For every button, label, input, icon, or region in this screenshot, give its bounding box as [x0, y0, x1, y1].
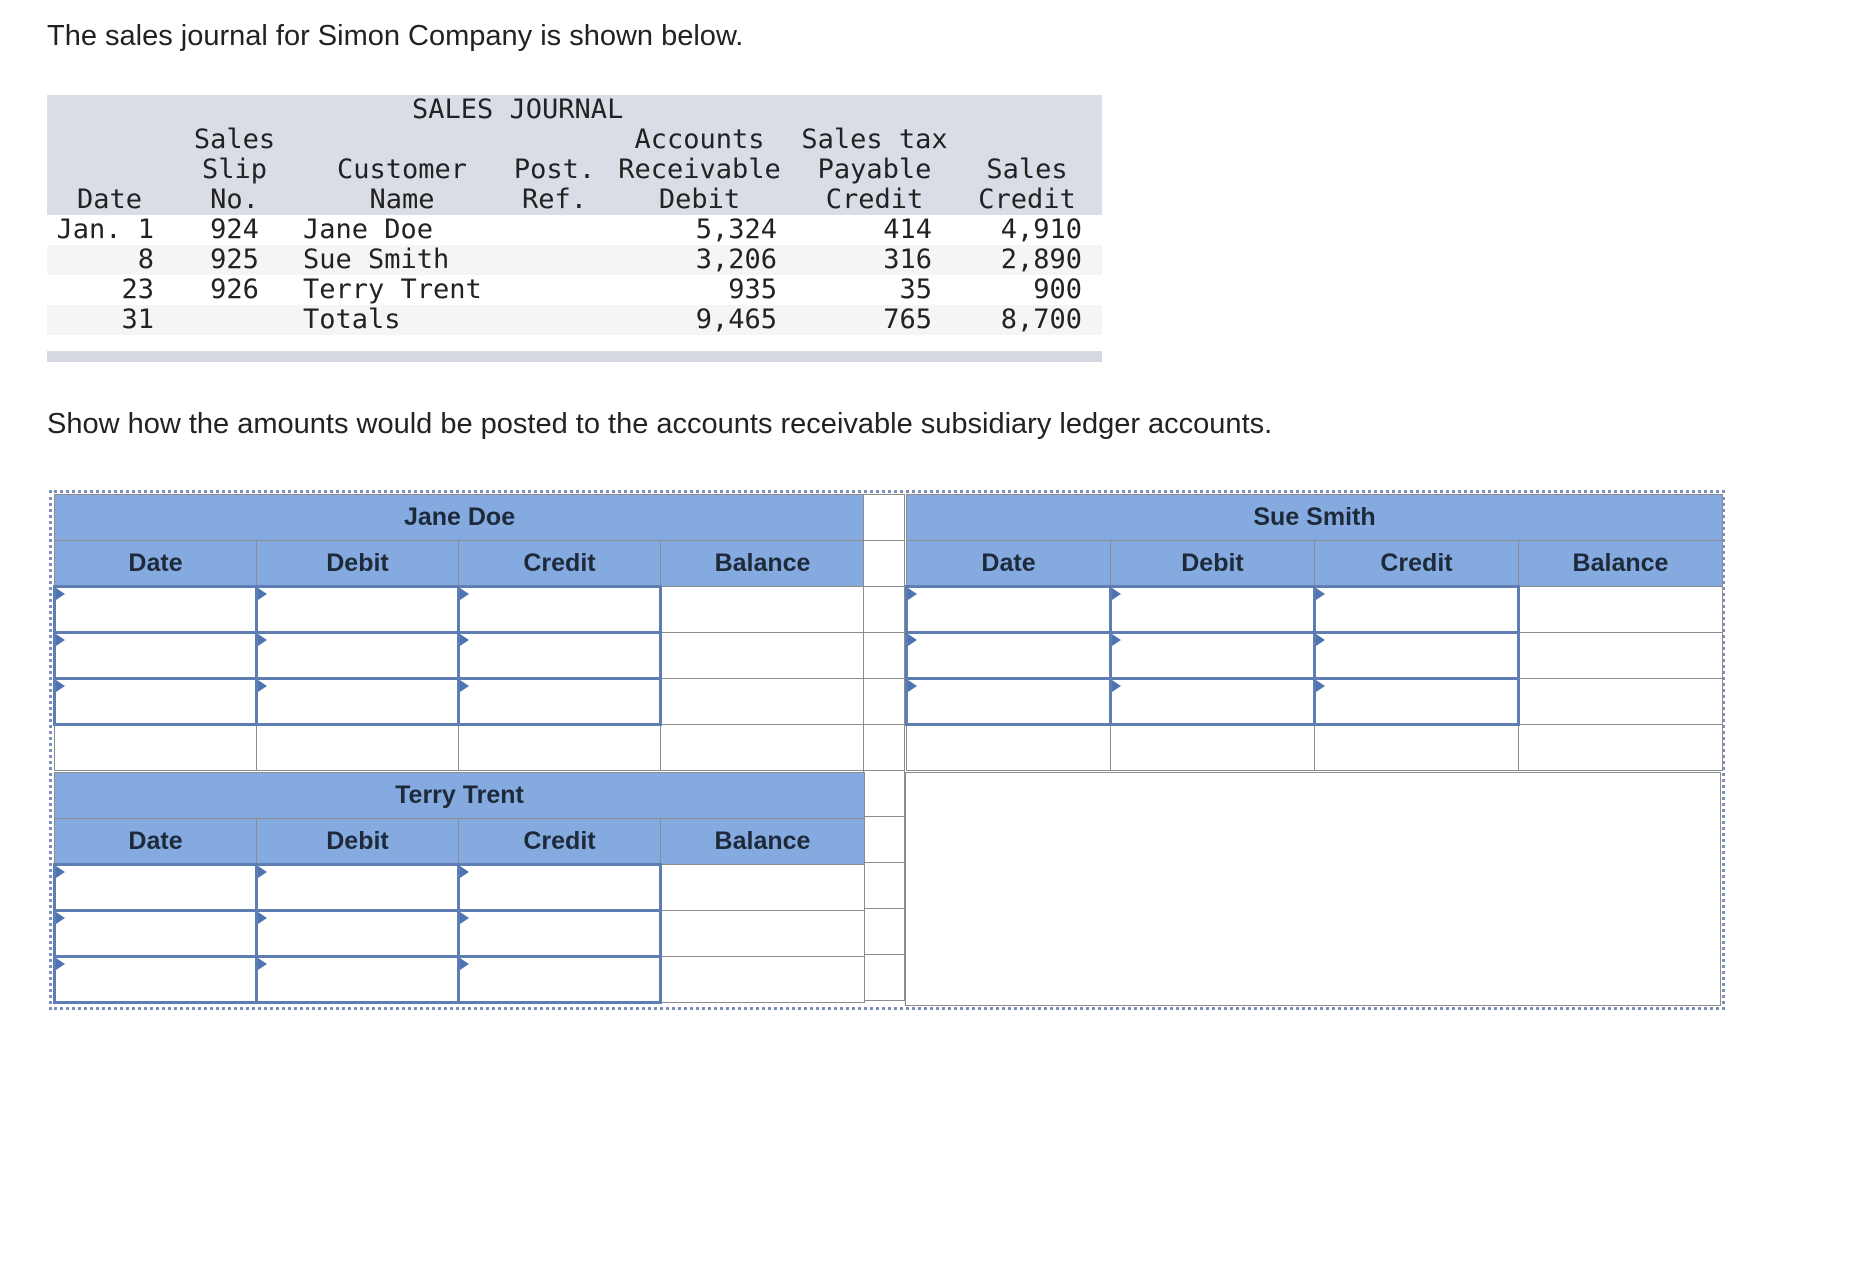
table-row	[47, 275, 1102, 305]
date-input[interactable]	[908, 588, 1109, 631]
credit-input[interactable]	[460, 680, 659, 723]
date-input[interactable]	[908, 680, 1109, 723]
credit-cell	[1315, 587, 1519, 633]
journal-cell-sales: 2,890	[952, 245, 1102, 275]
date-cell	[55, 679, 257, 725]
gap-cell	[864, 495, 905, 541]
gap-cell	[864, 863, 905, 909]
journal-cell-ar: 9,465	[602, 305, 797, 335]
journal-cell-ar: 3,206	[602, 245, 797, 275]
ledger-gap-column	[863, 494, 905, 1001]
credit-input[interactable]	[460, 634, 659, 677]
column-header-balance: Balance	[661, 819, 865, 865]
column-header-debit: Debit	[257, 541, 459, 587]
credit-cell	[459, 865, 661, 911]
date-cell	[55, 911, 257, 957]
date-cell	[907, 679, 1111, 725]
credit-cell	[459, 587, 661, 633]
table-row	[47, 245, 1102, 275]
journal-cell-sales: 8,700	[952, 305, 1102, 335]
journal-header-tax: Sales tax Payable Credit	[797, 125, 952, 215]
debit-cell	[257, 679, 459, 725]
debit-cell	[257, 865, 459, 911]
credit-cell	[459, 957, 661, 1003]
journal-cell-ref	[507, 305, 602, 335]
journal-header-ar: Accounts Receivable Debit	[602, 125, 797, 215]
journal-cell-customer: Sue Smith	[297, 245, 507, 275]
debit-input[interactable]	[1112, 680, 1313, 723]
column-header-balance: Balance	[1519, 541, 1723, 587]
debit-cell	[1111, 725, 1315, 771]
date-input[interactable]	[56, 912, 255, 955]
ledger-title: Sue Smith	[907, 495, 1723, 541]
debit-cell	[257, 633, 459, 679]
debit-cell	[1111, 587, 1315, 633]
date-cell	[55, 587, 257, 633]
journal-bottom-divider	[47, 351, 1102, 362]
journal-cell-date: 23	[47, 275, 172, 305]
balance-cell	[661, 911, 865, 957]
date-input[interactable]	[56, 958, 255, 1001]
credit-cell	[1315, 679, 1519, 725]
journal-cell-customer: Jane Doe	[297, 215, 507, 245]
table-row	[55, 587, 865, 633]
debit-cell	[257, 911, 459, 957]
journal-title: SALES JOURNAL	[47, 95, 1102, 125]
column-header-credit: Credit	[459, 541, 661, 587]
empty-ledger-space	[905, 772, 1721, 1006]
balance-cell	[1519, 633, 1723, 679]
column-header-date: Date	[55, 541, 257, 587]
date-input[interactable]	[56, 680, 255, 723]
balance-cell	[661, 633, 865, 679]
table-row	[55, 865, 865, 911]
journal-cell-slip: 926	[172, 275, 297, 305]
gap-cell	[864, 679, 905, 725]
ledger-jane-doe	[53, 494, 865, 771]
journal-cell-ar: 935	[602, 275, 797, 305]
gap-cell	[864, 541, 905, 587]
column-header-date: Date	[55, 819, 257, 865]
balance-cell	[661, 865, 865, 911]
debit-input[interactable]	[1112, 588, 1313, 631]
table-row	[55, 679, 865, 725]
journal-cell-slip	[172, 305, 297, 335]
balance-cell	[1519, 587, 1723, 633]
table-row	[907, 633, 1723, 679]
date-cell	[55, 865, 257, 911]
journal-cell-date: 31	[47, 305, 172, 335]
balance-cell	[661, 587, 865, 633]
debit-input[interactable]	[258, 588, 457, 631]
debit-cell	[257, 587, 459, 633]
journal-cell-slip: 925	[172, 245, 297, 275]
gap-cell	[864, 587, 905, 633]
journal-cell-date: Jan. 1	[47, 215, 172, 245]
journal-header-ref: Post. Ref.	[507, 125, 602, 215]
journal-cell-slip: 924	[172, 215, 297, 245]
balance-cell	[1519, 679, 1723, 725]
debit-input[interactable]	[258, 866, 457, 909]
table-row	[47, 305, 1102, 335]
balance-cell	[661, 725, 865, 771]
date-input[interactable]	[56, 866, 255, 909]
ledger-title: Jane Doe	[55, 495, 865, 541]
table-row	[55, 725, 865, 771]
debit-cell	[257, 957, 459, 1003]
date-cell	[55, 725, 257, 771]
column-header-credit: Credit	[1315, 541, 1519, 587]
debit-input[interactable]	[1112, 634, 1313, 677]
debit-input[interactable]	[258, 634, 457, 677]
journal-cell-tax: 316	[797, 245, 952, 275]
journal-cell-ar: 5,324	[602, 215, 797, 245]
balance-cell	[661, 957, 865, 1003]
debit-cell	[1111, 679, 1315, 725]
credit-cell	[459, 633, 661, 679]
intro-text: The sales journal for Simon Company is shown below.	[47, 20, 744, 52]
date-input[interactable]	[908, 634, 1109, 677]
gap-cell	[864, 725, 905, 771]
debit-cell	[257, 725, 459, 771]
debit-input[interactable]	[258, 912, 457, 955]
credit-input[interactable]	[460, 958, 659, 1001]
date-cell	[907, 587, 1111, 633]
journal-cell-tax: 765	[797, 305, 952, 335]
date-input[interactable]	[56, 634, 255, 677]
table-row	[907, 725, 1723, 771]
date-cell	[55, 633, 257, 679]
balance-cell	[1519, 725, 1723, 771]
journal-cell-ref	[507, 275, 602, 305]
ledger-title: Terry Trent	[55, 773, 865, 819]
column-header-credit: Credit	[459, 819, 661, 865]
journal-header-sales: Sales Credit	[952, 125, 1102, 215]
date-cell	[907, 725, 1111, 771]
credit-input[interactable]	[1316, 634, 1517, 677]
credit-cell	[459, 679, 661, 725]
journal-header-row	[47, 125, 1102, 215]
journal-cell-ref	[507, 245, 602, 275]
credit-cell	[459, 725, 661, 771]
journal-cell-customer: Terry Trent	[297, 275, 507, 305]
credit-input[interactable]	[460, 912, 659, 955]
journal-cell-ref	[507, 215, 602, 245]
journal-cell-sales: 4,910	[952, 215, 1102, 245]
journal-header-customer: Customer Name	[297, 125, 507, 215]
journal-table	[47, 125, 1102, 335]
credit-cell	[1315, 725, 1519, 771]
column-header-balance: Balance	[661, 541, 865, 587]
column-header-debit: Debit	[1111, 541, 1315, 587]
credit-input[interactable]	[460, 588, 659, 631]
journal-cell-customer: Totals	[297, 305, 507, 335]
sales-journal	[47, 95, 1102, 362]
gap-cell	[864, 955, 905, 1001]
journal-cell-sales: 900	[952, 275, 1102, 305]
credit-input[interactable]	[460, 866, 659, 909]
journal-cell-date: 8	[47, 245, 172, 275]
journal-header-date: Date	[47, 125, 172, 215]
journal-header-slip: Sales Slip No.	[172, 125, 297, 215]
balance-cell	[661, 679, 865, 725]
ledger-sue-smith	[905, 494, 1723, 771]
gap-cell	[864, 817, 905, 863]
journal-cell-tax: 414	[797, 215, 952, 245]
journal-cell-tax: 35	[797, 275, 952, 305]
debit-input[interactable]	[258, 680, 457, 723]
gap-cell	[864, 771, 905, 817]
table-row	[47, 215, 1102, 245]
date-cell	[907, 633, 1111, 679]
gap-cell	[864, 633, 905, 679]
column-header-debit: Debit	[257, 819, 459, 865]
table-row	[55, 957, 865, 1003]
date-input[interactable]	[56, 588, 255, 631]
table-row	[55, 633, 865, 679]
table-row	[907, 587, 1723, 633]
credit-cell	[1315, 633, 1519, 679]
table-row	[907, 679, 1723, 725]
table-row	[55, 911, 865, 957]
gap-cell	[864, 909, 905, 955]
credit-cell	[459, 911, 661, 957]
column-header-date: Date	[907, 541, 1111, 587]
credit-input[interactable]	[1316, 680, 1517, 723]
credit-input[interactable]	[1316, 588, 1517, 631]
debit-cell	[1111, 633, 1315, 679]
debit-input[interactable]	[258, 958, 457, 1001]
date-cell	[55, 957, 257, 1003]
ledger-terry-trent	[53, 772, 865, 1004]
question-text: Show how the amounts would be posted to the accounts receivable subsidiary ledger accounts.	[47, 408, 1273, 440]
